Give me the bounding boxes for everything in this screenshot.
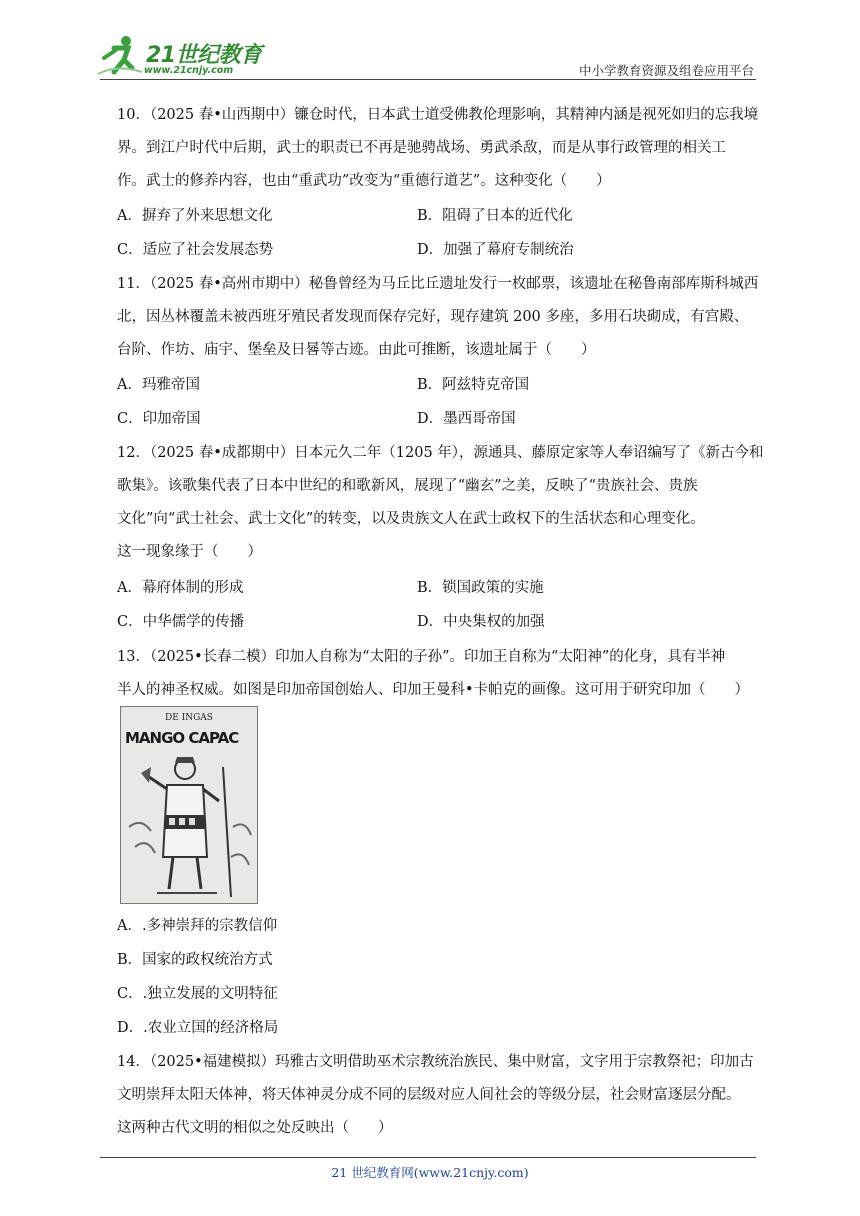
question-line: 半人的神圣权威。如图是印加帝国创始人、印加王曼科•卡帕克的画像。这可用于研究印加（ ） — [117, 682, 750, 698]
question-line: 文明崇拜太阳天体神，将天体神灵分成不同的层级对应人间社会的等级分层，社会财富逐层分配。 — [117, 1087, 741, 1103]
question-line: 12．（2025 春•成都期中）日本元久二年（1205 年），源通具、藤原定家等人奉诏编写了《新古今和 — [117, 445, 764, 461]
question-line: 台阶、作坊、庙宇、堡垒及日晷等古迹。由此可推断，该遗址属于（ ） — [117, 342, 596, 358]
question-11 — [117, 268, 765, 367]
portrait-drawing-icon — [121, 707, 257, 903]
option-c[interactable]: C．印加帝国 — [117, 411, 201, 427]
option-a[interactable]: A．幕府体制的形成 — [117, 580, 244, 596]
option-a[interactable]: A．玛雅帝国 — [117, 377, 200, 393]
question-line: 14．（2025•福建模拟）玛雅古文明借助巫术宗教统治族民、集中财富，文字用于宗教祭祀；印加古 — [117, 1054, 754, 1070]
option-c[interactable]: C．.独立发展的文明特征 — [117, 986, 278, 1002]
option-b[interactable]: B．国家的政权统治方式 — [117, 952, 273, 968]
question-line: 北，因丛林覆盖未被西班牙殖民者发现而保存完好，现存建筑 200 多座，多用石块砌成，有宫殿、 — [117, 309, 749, 325]
option-b[interactable]: B．锁国政策的实施 — [417, 580, 544, 596]
question-13 — [117, 641, 765, 707]
question-line: 这一现象缘于（ ） — [117, 544, 262, 560]
page-header — [0, 0, 860, 82]
option-a[interactable]: A．.多神崇拜的宗教信仰 — [117, 918, 278, 934]
question-10 — [117, 99, 765, 198]
brand-name: 21世纪教育 — [146, 43, 262, 68]
option-d[interactable]: D．墨西哥帝国 — [417, 411, 516, 427]
option-d[interactable]: D．中央集权的加强 — [417, 614, 545, 630]
question-line: 作。武士的修养内容，也由“重武功”改变为“重德行道艺”。这种变化（ ） — [117, 173, 611, 189]
footer-link[interactable]: 21 世纪教育网(www.21cnjy.com) — [331, 1165, 529, 1180]
figure-caption: MANGO CAPAC — [125, 729, 239, 747]
header-divider — [100, 79, 756, 80]
manco-capac-portrait — [120, 706, 258, 904]
question-line: 歌集》。该歌集代表了日本中世纪的和歌新风，展现了“幽玄”之美，反映了“贵族社会、贵族 — [117, 478, 698, 494]
option-b[interactable]: B．阿兹特克帝国 — [417, 377, 530, 393]
question-line: 界。到江户时代中后期，武士的职责已不再是驰骋战场、勇武杀敌，而是从事行政管理的相关工 — [117, 140, 726, 156]
option-d[interactable]: D．.农业立国的经济格局 — [117, 1020, 279, 1036]
option-d[interactable]: D．加强了幕府专制统治 — [417, 242, 574, 258]
option-c[interactable]: C．中华儒学的传播 — [117, 614, 245, 630]
question-line: 11．（2025 春•高州市期中）秘鲁曾经为马丘比丘遗址发行一枚邮票，该遗址在秘鲁南部库斯科城西 — [117, 276, 759, 292]
runner-logo-icon — [96, 34, 146, 80]
figure-header: DE INGAS — [165, 713, 213, 723]
question-line: 13．（2025•长春二模）印加人自称为“太阳的子孙”。印加王自称为“太阳神”的化身，具有半神 — [117, 649, 726, 665]
option-c[interactable]: C．适应了社会发展态势 — [117, 242, 274, 258]
question-line: 文化”向“武士社会、武士文化”的转变，以及贵族文人在武士政权下的生活状态和心理变化。 — [117, 511, 705, 527]
question-line: 10．（2025 春•山西期中）镰仓时代，日本武士道受佛教伦理影响，其精神内涵是视死如归的忘我境 — [117, 107, 759, 123]
footer-divider — [100, 1157, 756, 1158]
option-a[interactable]: A．摒弃了外来思想文化 — [117, 208, 273, 224]
brand-logo[interactable] — [96, 34, 266, 80]
question-14 — [117, 1046, 765, 1145]
question-12 — [117, 437, 765, 569]
header-tagline: 中小学教育资源及组卷应用平台 — [578, 63, 754, 78]
question-line: 这两种古代文明的相似之处反映出（ ） — [117, 1120, 393, 1136]
option-b[interactable]: B．阻碍了日本的近代化 — [417, 208, 573, 224]
brand-url: www.21cnjy.com — [144, 65, 234, 76]
